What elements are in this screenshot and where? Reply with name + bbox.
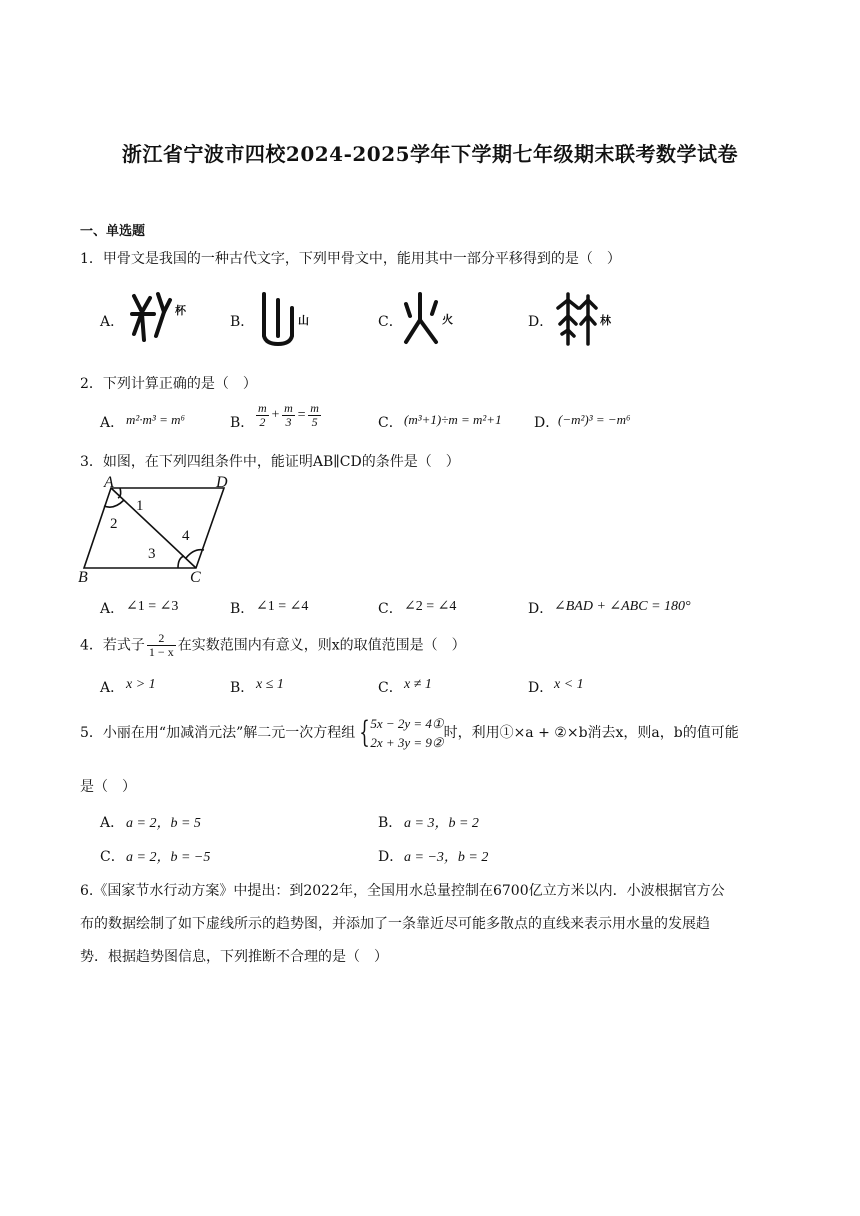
q2-option-c-text: (m³+1)÷m = m²+1 — [404, 412, 502, 427]
q5-option-c-text: a = 2，b = −5 — [126, 850, 211, 865]
q5-option-b-text: a = 3，b = 2 — [404, 816, 479, 831]
q2b-frac1-den: 2 — [259, 415, 266, 429]
q1-option-d-char: 林 — [600, 314, 611, 327]
parallelogram-figure — [78, 476, 238, 586]
q1-option-c-char: 火 — [442, 313, 453, 326]
q2-option-d-letter: D． — [534, 415, 560, 431]
angle-label-4: 4 — [182, 528, 190, 544]
q5-stem-line2: 是（ ） — [80, 779, 136, 795]
q2-option-b-expr: $\frac{m}{2}$ + $\frac{m}{3}$ = $\frac{m}{5}$ — [258, 401, 319, 429]
q2-option-a-text: m²·m³ = m⁶ — [126, 412, 186, 427]
vertex-label-a: A — [104, 476, 114, 491]
question-3-stem: 3．如图，在下列四组条件中，能证明AB∥CD的条件是（ ） — [80, 454, 460, 470]
question-2-stem: 2．下列计算正确的是（ ） — [80, 376, 257, 392]
system-brace: { — [359, 715, 371, 750]
q1-option-a-letter: A． — [100, 314, 125, 330]
q2b-frac3-den: 5 — [311, 415, 318, 429]
q3-option-d-text: ∠BAD + ∠ABC = 180° — [554, 599, 691, 614]
q3-option-b-text: ∠1 = ∠4 — [256, 599, 309, 614]
q4-option-d-letter: D． — [528, 680, 554, 696]
q2-option-c-letter: C． — [378, 415, 403, 431]
q2b-frac2-num: m — [284, 401, 293, 415]
q4-option-d-text: x < 1 — [554, 677, 584, 692]
angle-label-1: 1 — [136, 498, 144, 514]
q5-option-d-text: a = −3，b = 2 — [404, 850, 489, 865]
angle-arc-1 — [118, 488, 121, 498]
q4-stem-post: 在实数范围内有意义，则x的取值范围是（ ） — [177, 637, 466, 654]
q3-option-c-text: ∠2 = ∠4 — [404, 599, 457, 614]
q3-option-c-letter: C． — [378, 601, 403, 617]
q3-option-d-letter: D． — [528, 601, 554, 617]
q4-frac-num: 2 — [147, 632, 176, 646]
q2b-frac1-num: m — [258, 401, 267, 415]
q5-option-a-letter: A． — [100, 815, 125, 831]
question-6-line-3: 势．根据趋势图信息，下列推断不合理的是（ ） — [80, 949, 388, 965]
oracle-bei-glyph-icon — [128, 290, 173, 346]
question-5-stem — [80, 714, 739, 752]
section-heading: 一、单选题 — [80, 224, 146, 239]
q2-option-d-text: (−m²)³ = −m⁶ — [558, 412, 631, 427]
q3-option-b-letter: B． — [230, 601, 255, 617]
q5-option-a-text: a = 2，b = 5 — [126, 816, 201, 831]
q5-equation-2: 2x + 3y = 9② — [370, 735, 444, 750]
q4-option-a-text: x > 1 — [126, 677, 156, 692]
q5-option-b-letter: B． — [378, 815, 403, 831]
page-title: 浙江省宁波市四校2024-2025学年下学期七年级期末联考数学试卷 — [121, 142, 739, 166]
angle-arc-3 — [178, 556, 184, 568]
q2-option-a-letter: A． — [100, 415, 125, 431]
q2b-frac3-num: m — [310, 401, 319, 415]
question-1-stem: 1．甲骨文是我国的一种古代文字，下列甲骨文中，能用其中一部分平移得到的是（ ） — [80, 251, 621, 267]
vertex-label-c: C — [190, 569, 201, 586]
q1-option-a-char: 杯 — [175, 304, 186, 317]
q4-option-c-text: x ≠ 1 — [404, 677, 432, 692]
oracle-shan-glyph-icon — [258, 290, 298, 348]
angle-label-2: 2 — [110, 516, 118, 532]
q1-option-d-letter: D． — [528, 314, 554, 330]
q4-option-a-letter: A． — [100, 680, 125, 696]
q4-stem-pre: 4．若式子 — [80, 637, 145, 654]
vertex-label-d: D — [216, 476, 228, 491]
q4-option-b-text: x ≤ 1 — [256, 677, 284, 692]
q5-stem-pre: 5．小丽在用“加减消元法”解二元一次方程组 — [80, 725, 356, 741]
q3-option-a-text: ∠1 = ∠3 — [126, 599, 179, 614]
oracle-huo-glyph-icon — [400, 290, 442, 346]
q3-option-a-letter: A． — [100, 601, 125, 617]
question-4-stem — [80, 632, 466, 659]
q1-option-b-letter: B． — [230, 314, 255, 330]
q5-option-d-letter: D． — [378, 849, 404, 865]
oracle-lin-glyph-icon — [556, 290, 600, 348]
q5-option-c-letter: C． — [100, 849, 125, 865]
q1-option-b-char: 山 — [298, 314, 309, 327]
q5-stem-post: 时，利用①×a + ②×b消去x，则a，b的值可能 — [443, 725, 739, 741]
angle-label-3: 3 — [148, 546, 156, 562]
q2-option-b-letter: B． — [230, 415, 255, 431]
q4-option-c-letter: C． — [378, 680, 403, 696]
q5-equation-1: 5x − 2y = 4① — [370, 716, 444, 731]
question-6-line-2: 布的数据绘制了如下虚线所示的趋势图，并添加了一条靠近尽可能多散点的直线来表示用水量的发展趋 — [80, 916, 710, 932]
q4-option-b-letter: B． — [230, 680, 255, 696]
q2b-frac2-den: 3 — [285, 415, 292, 429]
q4-frac-den: 1 − x — [148, 645, 174, 659]
q1-option-c-letter: C． — [378, 314, 403, 330]
vertex-label-b: B — [78, 569, 88, 586]
question-6-line-1: 6.《国家节水行动方案》中提出：到2022年，全国用水总量控制在6700亿立方米以内．小波根据官方公 — [80, 883, 725, 899]
